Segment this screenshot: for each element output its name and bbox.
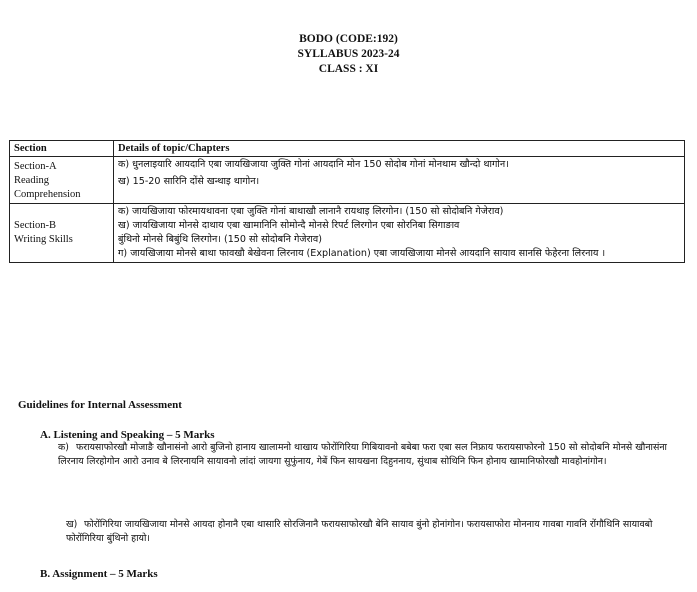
guidelines-title: Guidelines for Internal Assessment — [18, 399, 182, 411]
section-b-item-kha-cont: बुंथिनो मोनसे बिबुंथि लिरगोन। (150 सो सोदोबनि गेजेराव) — [118, 234, 322, 245]
section-a-item-ka: क) धुनलाइयारि आयदानि एबा जायखिजाया जुक्ति गोनां आयदानि मोन 150 सोदोब गोनां मोनथाम खौन्दो थागोन। — [118, 159, 509, 170]
section-b-item-ka: क) जायखिजाया फोरमायथावना एबा जुक्ति गोनां बाथाखौ लानानै रायथाइ लिरगोन। (150 सो सोदोबनि गेजेराव) — [118, 206, 504, 217]
section-b-cell — [10, 204, 114, 263]
section-b-item-ga: ग) जायखिजाया मोनसे बाथा फावखौ बेखेवना लिरनाय (Explanation) एबा जायखिजाया मोनसे आयदानि सायाव सानसि फेहेरना लिरनाय । — [118, 248, 606, 259]
document-header — [0, 32, 697, 77]
section-b-label: Section-B — [14, 220, 56, 231]
para-kha-text: फोरोंगिरिया जायखिजाया मोनसे आयदा होनानै एबा थासारि सोरजिनानै फरायसाफोरखौ बेनि सायाव बुंनो होनांगोन। फरायसाफोरा मोननाय गावबा गावनि रोंगौथिनि सायावबो फोरोंगिरिया बुंथिनो हायो। — [66, 519, 653, 544]
para-kha-marker: ख) — [66, 519, 78, 530]
class-label: CLASS : XI — [318, 63, 379, 75]
guideline-para-ka — [58, 441, 686, 469]
section-a-comprehension: Comprehension — [14, 189, 81, 200]
section-a-details — [114, 157, 685, 204]
section-a-label: Section-A — [14, 161, 57, 172]
table-row-section-b — [10, 204, 685, 263]
para-ka-marker: क) — [58, 442, 69, 453]
guideline-para-kha — [66, 518, 686, 546]
section-b-details — [114, 204, 685, 263]
section-a-item-kha: ख) 15-20 सारिनि दोंसे खन्थाइ थागोन। — [118, 176, 260, 187]
section-b-item-kha: ख) जायखिजाया मोनसे दाथाय एबा खामानिनि सोमोन्दै मोनसे रिपर्ट लिरगोन एबा सोरनिबा सिगाङाव — [118, 220, 460, 231]
listening-speaking-heading: A. Listening and Speaking – 5 Marks — [40, 429, 215, 441]
table-header-row — [10, 141, 685, 157]
assignment-heading: B. Assignment – 5 Marks — [40, 568, 158, 580]
header-details: Details of topic/Chapters — [114, 141, 685, 157]
para-ka-text: फरायसाफोरखौ मोजाङै खौनासंनो आरो बुजिनो हानाय खालामनो थाखाय फोरोंगिरिया गिबियावनो बबेबा फरा एबा सल निफ्राय फरायसाफोरनो 150 सो सोदोबनि मोनसे खौनासंना लिरनाय लिरहोगोन आरो उनाव बे लिरनायनि सायावनो लांदां जायगा सुफुंनाय, गेबें फिन सायखना दिहुननाय, सुंथाब सोथिनि फिन होनाय खामानिफोरखौ मावहोनांगोन। — [58, 442, 667, 467]
table-row-section-a — [10, 157, 685, 204]
section-a-cell — [10, 157, 114, 204]
header-section: Section — [10, 141, 114, 157]
subject-title: BODO (CODE:192) — [299, 33, 398, 45]
syllabus-year: SYLLABUS 2023-24 — [297, 48, 400, 60]
section-a-reading: Reading — [14, 175, 49, 186]
section-b-writing: Writing Skills — [14, 234, 73, 245]
syllabus-table — [9, 140, 685, 263]
